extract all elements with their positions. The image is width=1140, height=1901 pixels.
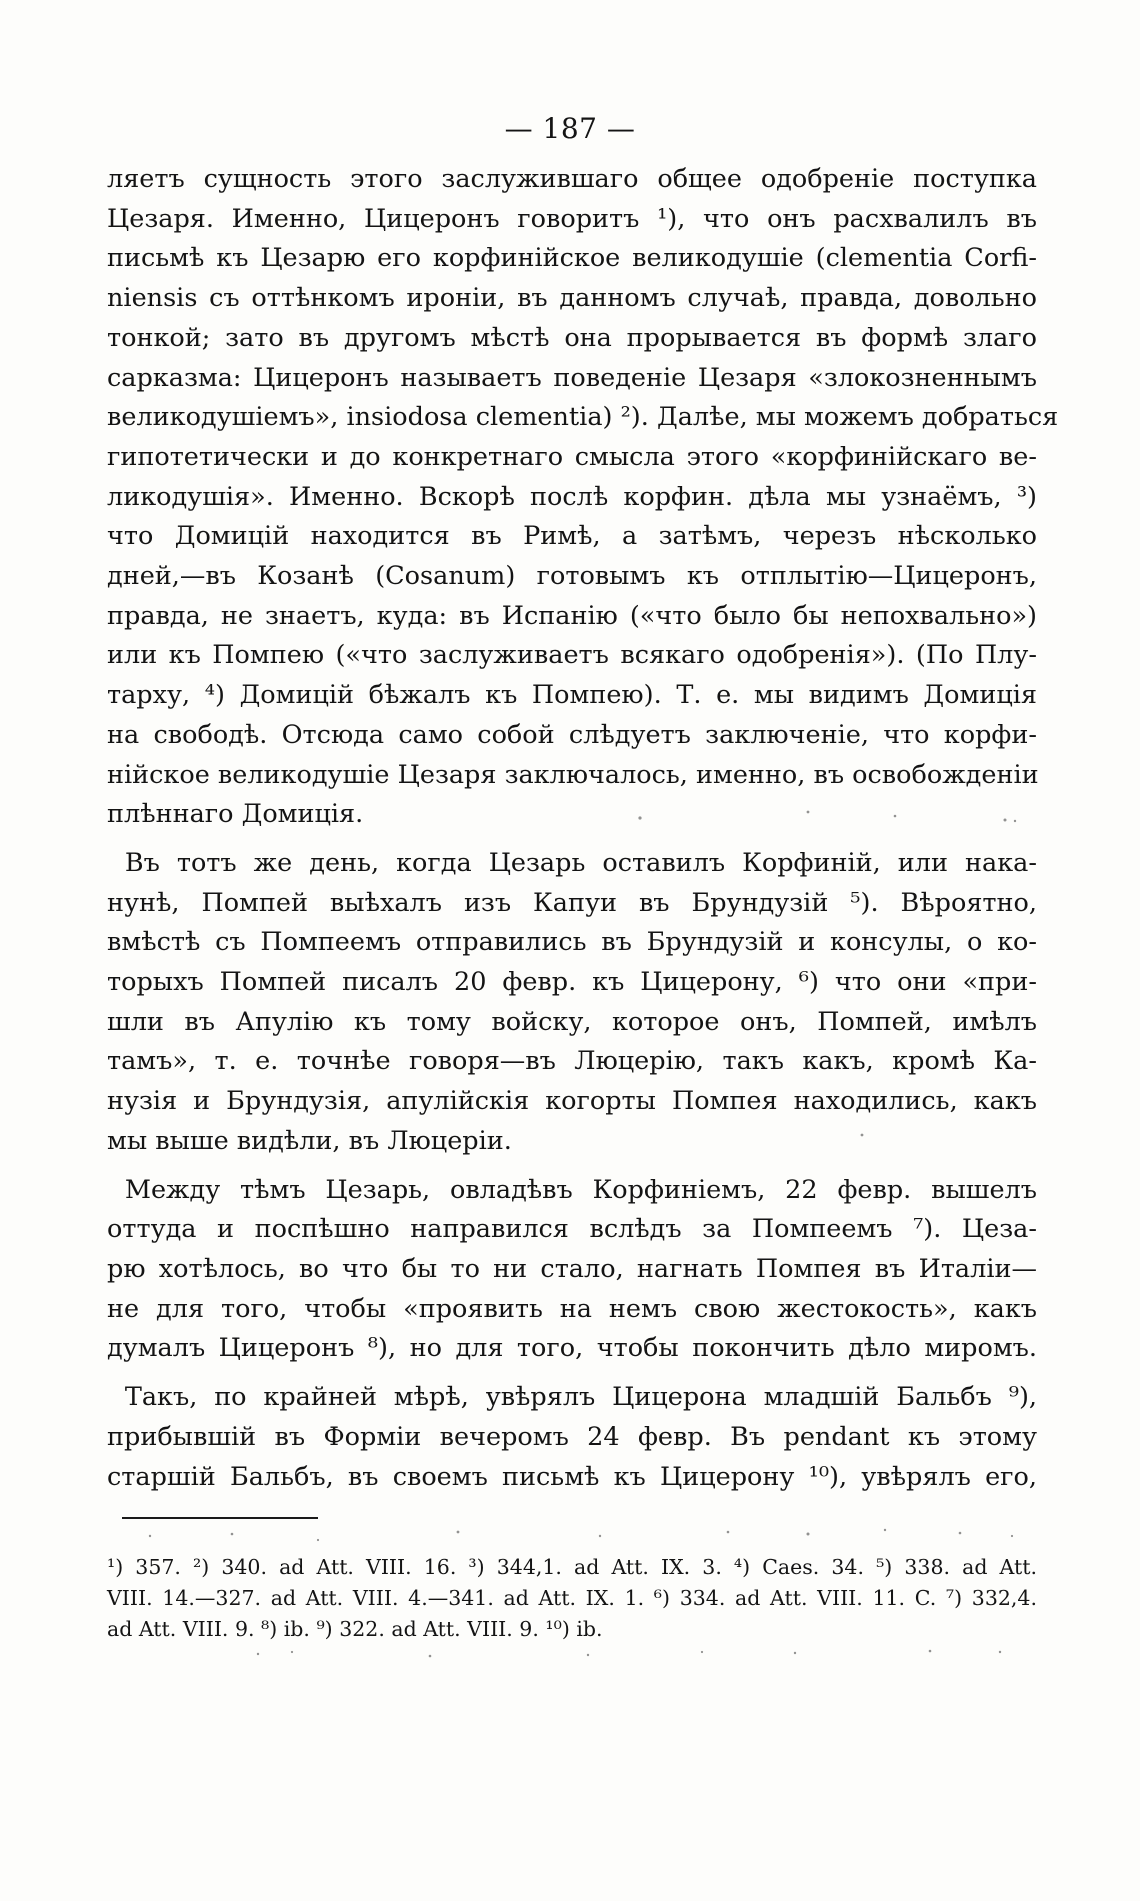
page-number: — 187 — — [504, 112, 636, 145]
paragraph — [107, 1378, 1037, 1497]
text-line: что Домицій находится въ Римѣ, а затѣмъ, черезъ нѣсколько — [107, 521, 1037, 552]
text-line: оттуда и поспѣшно направился вслѣдъ за Помпеемъ ⁷). Цеза- — [107, 1214, 1037, 1245]
paragraph — [107, 160, 1059, 835]
text-line: нузія и Брундузія, апулійскія когорты Помпея находились, какъ — [107, 1086, 1037, 1117]
text-line: плѣннаго Домиція. — [107, 799, 364, 830]
text-line: нунѣ, Помпей выѣхалъ изъ Капуи въ Брундузій ⁵). Вѣроятно, — [107, 887, 1037, 918]
footnote-divider — [122, 1517, 318, 1519]
text-line: правда, не знаетъ, куда: въ Испанію («что было бы непохвально») — [107, 600, 1037, 631]
paragraph — [107, 1171, 1037, 1370]
text-line: или къ Помпею («что заслуживаетъ всякаго одобренія»). (По Плу- — [107, 640, 1037, 671]
text-line: Такъ, по крайней мѣрѣ, увѣрялъ Цицерона младшій Бальбъ ⁹), — [124, 1382, 1037, 1413]
paragraph-gap — [107, 835, 1037, 844]
text-line: на свободѣ. Отсюда само собой слѣдуетъ заключеніе, что корфи- — [107, 719, 1037, 750]
text-line: торыхъ Помпей писалъ 20 февр. къ Цицерону, ⁶) что они «при- — [107, 967, 1037, 998]
text-line: ляетъ сущность этого заслужившаго общее одобреніе поступка — [107, 164, 1037, 194]
main-text — [107, 160, 1059, 1497]
footnote-line: ¹) 357. ²) 340. ad Att. VIII. 16. ³) 344,1. ad Att. IX. 3. ⁴) Caes. 34. ⁵) 338. ad Att. — [107, 1555, 1037, 1579]
text-line: сарказма: Цицеронъ называетъ поведеніе Цезаря «злокозненнымъ — [107, 362, 1037, 393]
text-line: дней,—въ Козанѣ (Cosanum) готовымъ къ отплытію—Цицеронъ, — [107, 561, 1037, 592]
footnote-line: ad Att. VIII. 9. ⁸) ib. ⁹) 322. ad Att. VIII. 9. ¹⁰) ib. — [107, 1617, 603, 1641]
text-line: niensis съ оттѣнкомъ ироніи, въ данномъ случаѣ, правда, довольно — [107, 283, 1037, 314]
text-line: великодушіемъ», insiodosa clementia) ²). Далѣе, мы можемъ добраться — [107, 402, 1059, 433]
footnote-line: VIII. 14.—327. ad Att. VIII. 4.—341. ad Att. IX. 1. ⁶) 334. ad Att. VIII. 11. C. ⁷) 332,4. — [107, 1586, 1037, 1610]
text-line: прибывшій въ Форміи вечеромъ 24 февр. Въ pendant къ этому — [107, 1421, 1037, 1452]
text-line: гипотетически и до конкретнаго смысла этого «корфинійскаго ве- — [107, 441, 1037, 472]
text-line: ликодушія». Именно. Вскорѣ послѣ корфин. дѣла мы узнаёмъ, ³) — [107, 481, 1037, 512]
paragraph-gap — [107, 1162, 1037, 1171]
footnotes — [107, 1552, 1037, 1645]
paragraph — [107, 844, 1037, 1162]
text-line: думалъ Цицеронъ ⁸), но для того, чтобы покончить дѣло миромъ. — [107, 1333, 1037, 1364]
text-line: не для того, чтобы «проявить на немъ свою жестокость», какъ — [107, 1293, 1037, 1324]
text-line: тамъ», т. е. точнѣе говоря—въ Люцерію, такъ какъ, кромѣ Ка- — [107, 1046, 1037, 1077]
text-line: Въ тотъ же день, когда Цезарь оставилъ Корфиній, или нака- — [124, 847, 1037, 878]
text-line: письмѣ къ Цезарю его корфинійское великодушіе (clementia Corfi- — [107, 243, 1037, 274]
text-line: рю хотѣлось, во что бы то ни стало, нагнать Помпея въ Италіи— — [107, 1253, 1037, 1284]
text-line: вмѣстѣ съ Помпеемъ отправились въ Брундузій и консулы, о ко- — [107, 927, 1037, 958]
text-line: шли въ Апулію къ тому войску, которое онъ, Помпей, имѣлъ — [107, 1006, 1037, 1037]
text-line: нійское великодушіе Цезаря заключалось, именно, въ освобожденіи — [107, 759, 1039, 790]
text-line: Между тѣмъ Цезарь, овладѣвъ Корфиніемъ, 22 февр. вышелъ — [124, 1174, 1037, 1205]
text-line: Цезаря. Именно, Цицеронъ говоритъ ¹), что онъ расхвалилъ въ — [107, 203, 1037, 234]
text-line: тарху, ⁴) Домицій бѣжалъ къ Помпею). Т. е. мы видимъ Домиція — [107, 680, 1037, 711]
text-line: тонкой; зато въ другомъ мѣстѣ она прорывается въ формѣ злаго — [107, 322, 1037, 353]
text-line: мы выше видѣли, въ Люцеріи. — [107, 1125, 512, 1156]
paragraph-gap — [107, 1369, 1037, 1378]
text-line: старшій Бальбъ, въ своемъ письмѣ къ Цицерону ¹⁰), увѣрялъ его, — [107, 1461, 1037, 1492]
